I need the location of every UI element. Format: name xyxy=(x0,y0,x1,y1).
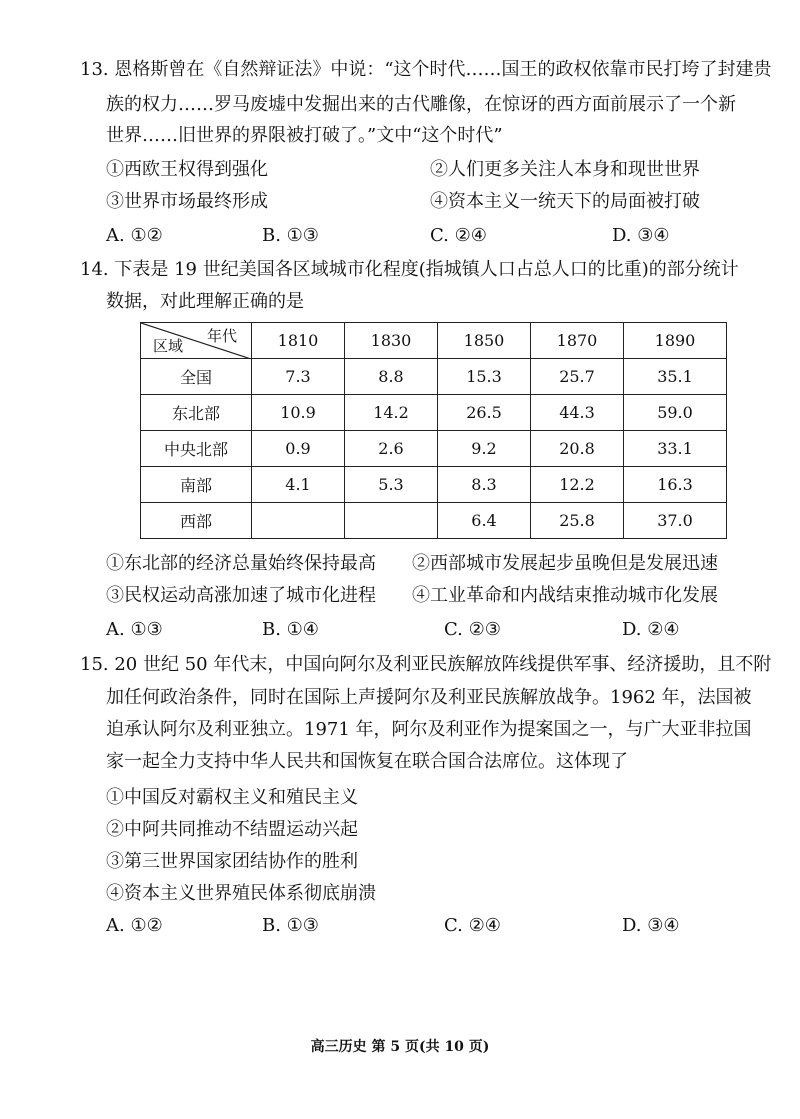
q13-choice-a[interactable]: A. ①② xyxy=(106,225,163,246)
q14-choice-a[interactable]: A. ①③ xyxy=(106,619,163,640)
table-row xyxy=(141,431,727,467)
q14-choice-c[interactable]: C. ②③ xyxy=(444,619,501,640)
value-cell: 14.2 xyxy=(345,395,438,431)
q14-stem-line-1: 14. 下表是 19 世纪美国各区域城市化程度(指城镇人口占总人口的比重)的部分统计 xyxy=(80,259,739,280)
value-cell: 44.3 xyxy=(531,395,624,431)
q14-choice-b[interactable]: B. ①④ xyxy=(262,619,319,640)
value-cell: 8.3 xyxy=(438,467,531,503)
value-cell: 26.5 xyxy=(438,395,531,431)
value-cell: 35.1 xyxy=(624,359,727,395)
header-year-label: 年代 xyxy=(206,327,237,345)
q13-choice-d[interactable]: D. ③④ xyxy=(612,225,670,246)
year-header: 1890 xyxy=(624,323,727,359)
q13-stem-line-2: 族的权力……罗马废墟中发掘出来的古代雕像，在惊讶的西方面前展示了一个新 xyxy=(106,94,736,115)
value-cell: 15.3 xyxy=(438,359,531,395)
table-row xyxy=(141,503,727,539)
q13-choice-c[interactable]: C. ②④ xyxy=(430,225,487,246)
urbanization-table xyxy=(140,322,727,539)
value-cell: 4.1 xyxy=(252,467,345,503)
q15-item-1: ①中国反对霸权主义和殖民主义 xyxy=(106,787,358,808)
value-cell: 2.6 xyxy=(345,431,438,467)
value-cell: 9.2 xyxy=(438,431,531,467)
q14-item-3: ③民权运动高涨加速了城市化进程 xyxy=(106,585,376,606)
q13-item-4: ④资本主义一统天下的局面被打破 xyxy=(430,191,700,212)
q15-choice-b[interactable]: B. ①③ xyxy=(262,915,319,936)
value-cell: 7.3 xyxy=(252,359,345,395)
q15-item-2: ②中阿共同推动不结盟运动兴起 xyxy=(106,819,358,840)
region-cell: 西部 xyxy=(141,503,252,539)
year-header: 1870 xyxy=(531,323,624,359)
q15-stem-line-1: 15. 20 世纪 50 年代末，中国向阿尔及利亚民族解放阵线提供军事、经济援助，且不附 xyxy=(80,654,772,675)
table-row xyxy=(141,467,727,503)
year-header: 1830 xyxy=(345,323,438,359)
value-cell: 16.3 xyxy=(624,467,727,503)
value-cell: 20.8 xyxy=(531,431,624,467)
q13-item-3: ③世界市场最终形成 xyxy=(106,191,268,212)
value-cell xyxy=(252,503,345,539)
value-cell: 37.0 xyxy=(624,503,727,539)
q15-choice-d[interactable]: D. ③④ xyxy=(622,915,680,936)
year-header: 1850 xyxy=(438,323,531,359)
q14-stem-line-2: 数据，对此理解正确的是 xyxy=(106,291,304,312)
q14-item-4: ④工业革命和内战结束推动城市化发展 xyxy=(412,585,718,606)
page-footer: 高三历史 第 5 页(共 10 页) xyxy=(310,1039,490,1055)
table-header-row xyxy=(141,323,727,359)
region-cell: 全国 xyxy=(141,359,252,395)
q13-stem-line-3: 世界……旧世界的界限被打破了。”文中“这个时代” xyxy=(106,125,503,146)
table-row xyxy=(141,395,727,431)
value-cell: 59.0 xyxy=(624,395,727,431)
q13-item-1: ①西欧王权得到强化 xyxy=(106,159,268,180)
q15-stem-line-2: 加任何政治条件，同时在国际上声援阿尔及利亚民族解放战争。1962 年，法国被 xyxy=(106,687,752,708)
region-cell: 中央北部 xyxy=(141,431,252,467)
q15-item-3: ③第三世界国家团结协作的胜利 xyxy=(106,851,358,872)
q13-choice-b[interactable]: B. ①③ xyxy=(262,225,319,246)
q15-stem-line-3: 迫承认阿尔及利亚独立。1971 年，阿尔及利亚作为提案国之一，与广大亚非拉国 xyxy=(106,719,752,740)
value-cell: 10.9 xyxy=(252,395,345,431)
value-cell: 0.9 xyxy=(252,431,345,467)
value-cell: 12.2 xyxy=(531,467,624,503)
value-cell: 8.8 xyxy=(345,359,438,395)
table-corner-header xyxy=(141,323,252,359)
value-cell: 25.8 xyxy=(531,503,624,539)
value-cell xyxy=(345,503,438,539)
q15-stem-line-4: 家一起全力支持中华人民共和国恢复在联合国合法席位。这体现了 xyxy=(106,751,628,772)
q14-item-1: ①东北部的经济总量始终保持最高 xyxy=(106,553,376,574)
value-cell: 5.3 xyxy=(345,467,438,503)
region-cell: 南部 xyxy=(141,467,252,503)
value-cell: 6.4 xyxy=(438,503,531,539)
value-cell: 33.1 xyxy=(624,431,727,467)
q15-choice-a[interactable]: A. ①② xyxy=(106,915,163,936)
region-cell: 东北部 xyxy=(141,395,252,431)
q15-item-4: ④资本主义世界殖民体系彻底崩溃 xyxy=(106,883,376,904)
table-row xyxy=(141,359,727,395)
value-cell: 25.7 xyxy=(531,359,624,395)
q15-choice-c[interactable]: C. ②④ xyxy=(444,915,501,936)
q13-item-2: ②人们更多关注人本身和现世世界 xyxy=(430,159,700,180)
q14-choice-d[interactable]: D. ②④ xyxy=(622,619,680,640)
header-region-label: 区域 xyxy=(153,337,184,355)
year-header: 1810 xyxy=(252,323,345,359)
q14-item-2: ②西部城市发展起步虽晚但是发展迅速 xyxy=(412,553,718,574)
q13-stem-line-1: 13. 恩格斯曾在《自然辩证法》中说：“这个时代……国王的政权依靠市民打垮了封建贵 xyxy=(80,59,772,80)
